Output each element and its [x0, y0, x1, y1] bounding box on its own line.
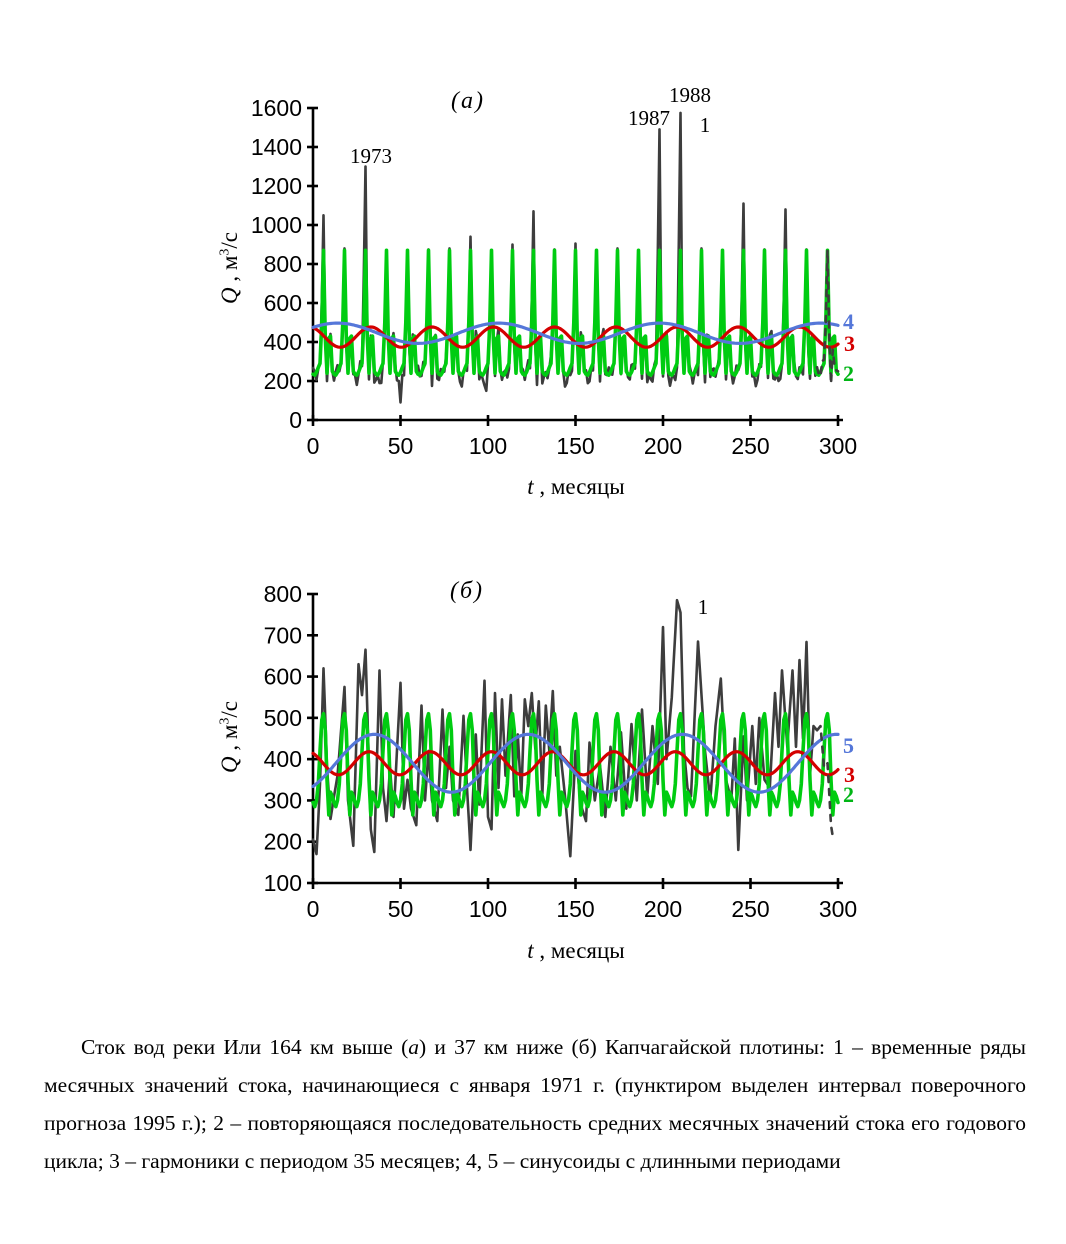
- y-tick-label: 1200: [250, 173, 302, 199]
- annotation-1973: 1973: [350, 144, 392, 168]
- x-tick-label: 100: [468, 896, 508, 922]
- y-tick-label: 800: [263, 581, 302, 607]
- caption-segment-italic: а: [408, 1035, 419, 1059]
- panel-b: [264, 581, 858, 922]
- y-axis-var-a: Q: [217, 287, 242, 305]
- y-tick-label: 700: [263, 622, 302, 649]
- y-axis-label-a: Q , $м^3/с$: [217, 231, 242, 305]
- x-tick-label: 100: [468, 433, 508, 459]
- x-tick-label: 150: [556, 896, 595, 922]
- annotation-series1-a: 1: [699, 113, 711, 137]
- x-axis-var-a: t: [527, 474, 534, 499]
- x-axis-var-b: t: [527, 938, 534, 963]
- series-label-3-b: 3: [844, 762, 855, 787]
- y-tick-label: 400: [263, 329, 302, 355]
- series-annual-cycle: [313, 250, 838, 375]
- panel-b-title: (б): [449, 578, 485, 604]
- y-axis-label-b: Q , $м^3/с$: [217, 700, 242, 774]
- panel-a-title: (а): [451, 88, 485, 114]
- series-label-3-a: 3: [844, 331, 855, 356]
- figure-caption: [44, 1028, 1026, 1180]
- series-label-2-b: 2: [843, 782, 854, 807]
- x-tick-label: 150: [556, 433, 595, 459]
- y-tick-label: 1400: [250, 134, 302, 160]
- y-tick-label: 1600: [250, 95, 302, 121]
- x-tick-label: 300: [818, 433, 858, 459]
- y-tick-label: 200: [263, 368, 302, 394]
- series-label-2-a: 2: [843, 361, 854, 386]
- series-label-5: 5: [843, 733, 854, 758]
- y-tick-label: 600: [263, 663, 302, 690]
- y-axis-var-b: Q: [217, 756, 242, 774]
- x-tick-label: 250: [731, 433, 770, 459]
- y-tick-label: 800: [263, 251, 302, 277]
- y-tick-label: 100: [263, 870, 302, 896]
- x-tick-label: 300: [818, 896, 858, 922]
- y-tick-label: 300: [263, 787, 302, 814]
- x-tick-label: 200: [643, 896, 683, 922]
- y-tick-label: 0: [289, 407, 302, 433]
- x-tick-label: 0: [306, 433, 320, 459]
- y-tick-label: 1000: [250, 212, 302, 238]
- annotation-1988: 1988: [669, 83, 711, 107]
- x-tick-label: 250: [731, 896, 770, 922]
- annotation-1987: 1987: [628, 106, 670, 130]
- x-tick-label: 50: [387, 433, 414, 459]
- series-label-4: 4: [843, 309, 854, 334]
- caption-segment: ) и 37 км ниже (б) Капчагайской плотины: 1 – временные ряды месячных значений стока, начинающиеся с января 1971 г. (пунктиром выделен интервал поверочного прогноза 1995 г.); 2 – повторяющаяся последовательность средних месячных значений стока его годового цикла; 3 – гармоники с периодом 35 месяцев; 4, 5 – синусоиды с длинными периодами: [44, 1035, 1026, 1173]
- x-tick-label: 200: [643, 433, 683, 459]
- x-tick-label: 50: [387, 896, 414, 922]
- y-tick-label: 500: [263, 704, 302, 731]
- x-axis-label-a: t , месяцы: [527, 474, 625, 499]
- y-tick-label: 200: [263, 828, 302, 855]
- y-tick-label: 600: [263, 290, 302, 316]
- y-tick-label: 400: [263, 746, 302, 773]
- annotation-series1-b: 1: [697, 595, 709, 619]
- x-axis-label-b: t , месяцы: [527, 938, 625, 963]
- caption-segment: Сток вод реки Или 164 км выше (: [81, 1035, 409, 1059]
- x-tick-label: 0: [306, 896, 320, 922]
